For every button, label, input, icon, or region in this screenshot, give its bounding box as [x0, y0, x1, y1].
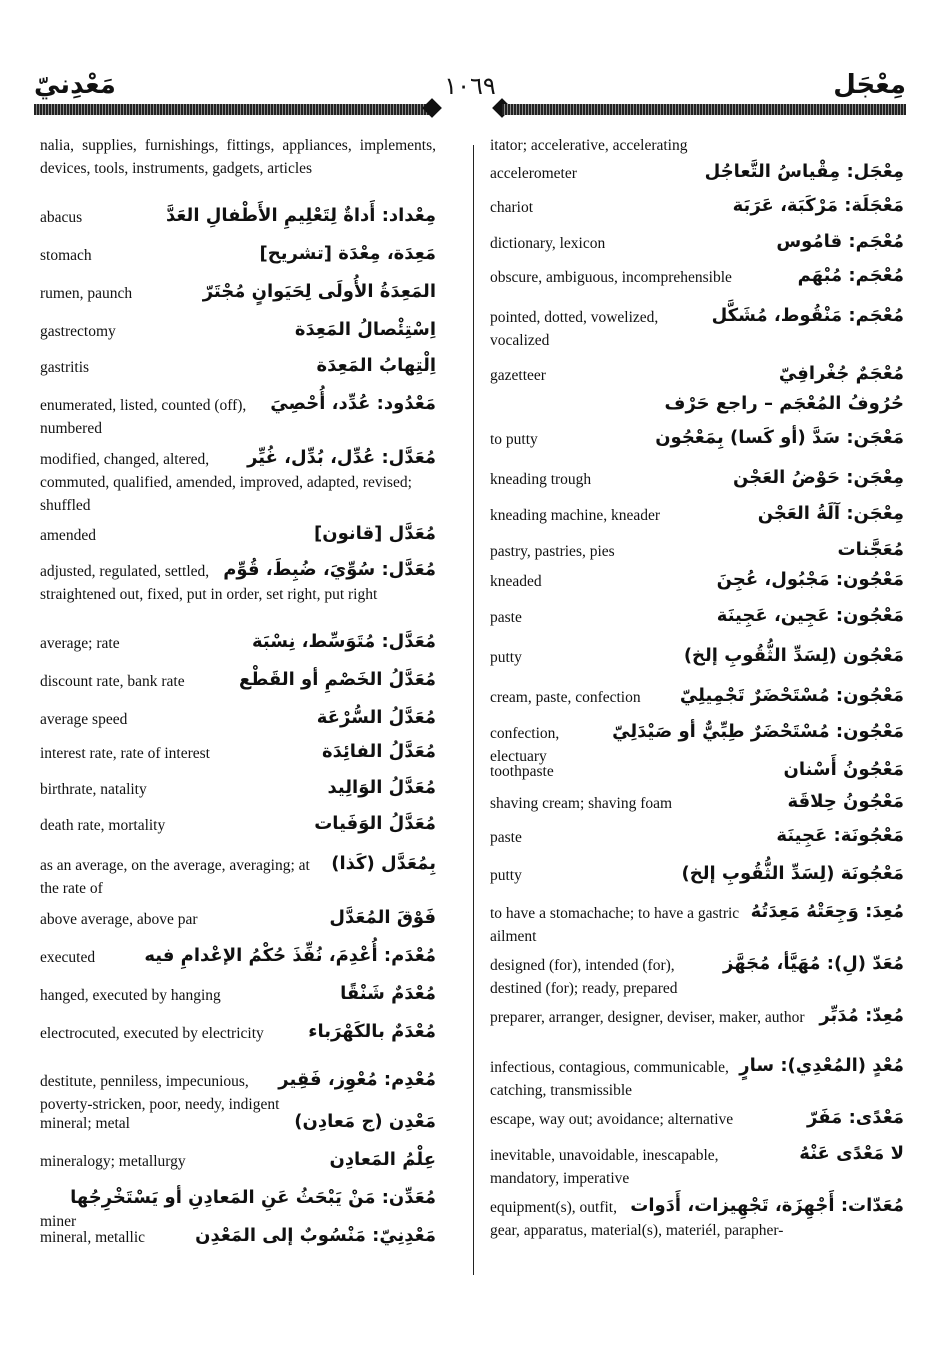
dictionary-entry	[40, 280, 436, 305]
arabic-headword: مُعْدَم: أُعْدِمَ، نُفِّذَ حُكْمُ الإعْدامِ فيه	[144, 945, 436, 966]
dictionary-entry	[490, 1194, 904, 1242]
dictionary-entry	[40, 354, 436, 379]
english-definition: escape, way out; avoidance; alternative	[490, 1106, 904, 1131]
arabic-headword: المَعِدَةُ الأُولَى لِحَيَوانٍ مُجْتَرّ	[202, 281, 436, 302]
arabic-headword: مُعْجَم: مَنْقُوط، مُشَكَّل	[711, 305, 904, 326]
english-definition: stomach	[40, 242, 436, 267]
arabic-headword: عِلْمُ المَعادِن	[329, 1149, 436, 1170]
arabic-headword: مُعَدَّلُ الخَصْمِ أو القَطْع	[239, 669, 436, 690]
english-definition: dictionary, lexicon	[490, 230, 904, 255]
dictionary-entry	[40, 776, 436, 801]
english-definition: designed (for), intended (for), destined (for); ready, prepared	[490, 952, 904, 1000]
arabic-headword: مِعْجَن: حَوْضُ العَجْن	[733, 467, 904, 488]
page-number: ١٠٦٩	[444, 72, 496, 100]
arabic-headword: مُعَدَّل: مُتَوَسِّط، نِسْبَة	[252, 631, 436, 652]
dictionary-entry	[490, 502, 904, 527]
arabic-headword: مُعَدَّل [قانون]	[314, 523, 436, 544]
dictionary-entry	[490, 1142, 904, 1190]
arabic-headword: مُعَدّ (لِ): مُهَيَّأ، مُجَهَّز	[723, 953, 904, 974]
arabic-headword: مُعَدّات: أَجْهِزَة، تَجْهِيزات، أَدَوات	[630, 1195, 904, 1216]
arabic-headword: مَعْجُونَة: عَجِينَة	[776, 825, 904, 846]
dictionary-entry	[40, 740, 436, 765]
english-definition: interest rate, rate of interest	[40, 740, 436, 765]
dictionary-entry	[490, 1106, 904, 1131]
dictionary-entry	[490, 1004, 904, 1029]
dictionary-entry	[40, 1224, 436, 1249]
guide-word-left: مَعْدِنيّ	[34, 70, 116, 100]
english-definition: mineral; metal	[40, 1110, 436, 1135]
english-definition: equipment(s), outfit, gear, apparatus, material(s), materiél, parapher-	[490, 1194, 904, 1242]
dictionary-entry	[40, 1110, 436, 1135]
dictionary-entry	[490, 538, 904, 563]
arabic-headword: مَعْجُونُ حِلاقَة	[787, 791, 904, 812]
continued-definition: itator; accelerative, accelerating	[490, 137, 688, 154]
arabic-headword: مُعِدّ: مُدَبِّر	[819, 1005, 904, 1026]
english-definition: shaving cream; shaving foam	[490, 790, 904, 815]
dictionary-entry	[40, 1148, 436, 1173]
dictionary-entry	[490, 230, 904, 255]
english-definition: putty	[490, 644, 904, 669]
guide-word-right: مِعْجَل	[833, 70, 906, 100]
left-column	[40, 134, 436, 1264]
english-definition: gazetteer	[490, 362, 904, 387]
arabic-headword: مَعْجُون: مُسْتَحْضَرٌ طِبِّيٌّ أو صَيْدَلِيّ	[612, 721, 904, 742]
arabic-headword: مُعَدَّل: عُدِّل، بُدِّل، غُيِّر	[247, 447, 436, 468]
dictionary-entry	[490, 194, 904, 219]
dictionary-entry	[40, 1020, 436, 1045]
arabic-headword: مَعْدِن (ج مَعادِن)	[294, 1111, 436, 1132]
english-definition: kneading machine, kneader	[490, 502, 904, 527]
english-definition: executed	[40, 944, 436, 969]
arabic-headword: مُعْدٍ (المُعْدِي): سارٍ	[739, 1055, 904, 1076]
dictionary-entry	[490, 790, 904, 815]
dictionary-entry	[490, 684, 904, 709]
dictionary-entry	[40, 392, 436, 440]
arabic-headword: مَعْدُود: عُدِّد، أُحْصِيَ	[270, 393, 436, 414]
arabic-headword: مَعِدَة، مِعْدَة [تشريح]	[259, 243, 436, 264]
dictionary-entry	[490, 304, 904, 352]
arabic-headword: مُعَدَّلُ السُّرْعَة	[316, 707, 436, 728]
arabic-headword: مُعَدَّلُ الوَفَيات	[314, 813, 436, 834]
arabic-headword: فَوْقَ المُعَدَّل	[329, 907, 436, 928]
english-definition: discount rate, bank rate	[40, 668, 436, 693]
dictionary-entry	[490, 952, 904, 1000]
english-definition: kneading trough	[490, 466, 904, 491]
dictionary-entry	[40, 318, 436, 343]
arabic-headword: مُعْدَمٌ بالكَهْرَباء	[308, 1021, 436, 1042]
arabic-headword: مُعَجَّنات	[837, 539, 904, 560]
english-definition: pastry, pastries, pies	[490, 538, 904, 563]
dictionary-entry	[490, 160, 904, 185]
arabic-headword: بِمُعَدَّل (كَذا)	[331, 853, 436, 874]
arabic-headword: مَعْجُون (لِسَدِّ الثُّقُوبِ إلخ)	[683, 645, 904, 666]
dictionary-entry	[490, 466, 904, 491]
dictionary-entry	[490, 392, 904, 416]
english-definition: above average, above par	[40, 906, 436, 931]
column-divider	[473, 145, 474, 1275]
english-definition: average speed	[40, 706, 436, 731]
english-definition: gastrectomy	[40, 318, 436, 343]
arabic-headword: مَعْدِنِيّ: مَنْسُوبٌ إلى المَعْدِن	[195, 1225, 436, 1246]
english-definition: rumen, paunch	[40, 280, 436, 305]
dictionary-entry	[40, 204, 436, 229]
arabic-headword: لا مَعْدًى عَنْهُ	[799, 1143, 904, 1164]
english-definition: average; rate	[40, 630, 436, 655]
english-definition: confection, electuary	[490, 720, 904, 768]
english-definition: abacus	[40, 204, 436, 229]
english-definition: electrocuted, executed by electricity	[40, 1020, 436, 1045]
dictionary-entry	[40, 706, 436, 731]
english-definition: toothpaste	[490, 758, 904, 783]
arabic-headword: مَعْدًى: مَفَرّ	[807, 1107, 904, 1128]
english-definition: mineralogy; metallurgy	[40, 1148, 436, 1173]
english-definition: death rate, mortality	[40, 812, 436, 837]
english-definition: chariot	[490, 194, 904, 219]
arabic-headword: مَعْجُون: عَجِين، عَجِينَة	[716, 605, 904, 626]
arabic-headword: مَعْجَلَة: مَرْكَبَة، عَرَبَة	[732, 195, 904, 216]
english-definition: amended	[40, 522, 436, 547]
arabic-headword: مُعَدِّن: مَنْ يَبْحَثُ عَنِ المَعادِنِ أو يَسْتَخْرِجُها	[70, 1187, 436, 1208]
dictionary-entry	[490, 644, 904, 669]
header-rule-right	[502, 104, 906, 115]
dictionary-entry	[490, 426, 904, 451]
dictionary-entry	[40, 446, 436, 517]
arabic-headword: مُعْدِم: مُعْوِز، فَقِير	[278, 1069, 436, 1090]
dictionary-entry	[40, 630, 436, 655]
english-definition: infectious, contagious, communicable, catching, transmissible	[490, 1054, 904, 1102]
arabic-headword: مَعْجُونُ أَسْنان	[783, 759, 904, 780]
arabic-headword: مُعْجَمٌ جُغْرافِيّ	[778, 363, 904, 384]
english-definition: to putty	[490, 426, 904, 451]
arabic-headword: مُعْجَم: مُبْهَم	[797, 265, 904, 286]
dictionary-entry	[40, 944, 436, 969]
arabic-headword: مِعْجَل: مِقْياسُ التَّعاجُل	[704, 161, 904, 182]
arabic-headword: مُعْدَمٌ شَنْقًا	[340, 983, 436, 1004]
header-rule-left	[34, 104, 432, 115]
english-definition: putty	[490, 862, 904, 887]
dictionary-entry	[490, 362, 904, 387]
dictionary-entry	[490, 264, 904, 289]
arabic-headword: مُعْجَم: قامُوس	[776, 231, 904, 252]
english-definition: destitute, penniless, impecunious, poverty-stricken, poor, needy, indigent	[40, 1068, 436, 1116]
english-definition: paste	[490, 604, 904, 629]
dictionary-entry	[40, 1068, 436, 1116]
dictionary-entry	[490, 758, 904, 783]
arabic-headword: مِعْجَن: آلَةُ العَجْن	[757, 503, 904, 524]
dictionary-entry	[40, 812, 436, 837]
dictionary-entry	[40, 558, 436, 606]
dictionary-entry	[40, 242, 436, 267]
dictionary-entry	[490, 1054, 904, 1102]
arabic-headword: مُعِدَ: وَجِعَتْهُ مَعِدَتُهُ	[750, 901, 904, 922]
english-definition: preparer, arranger, designer, deviser, maker, author	[490, 1004, 904, 1029]
english-definition: cream, paste, confection	[490, 684, 904, 709]
arabic-headword: اِلْتِهابُ المَعِدَة	[316, 355, 436, 376]
arabic-headword: مَعْجُونَة (لِسَدِّ الثُّقُوبِ إلخ)	[681, 863, 904, 884]
arabic-headword: اِسْتِئْصالُ المَعِدَة	[294, 319, 436, 340]
english-definition: accelerometer	[490, 160, 904, 185]
english-definition: modified, changed, altered, commuted, qualified, amended, improved, adapted, revised; shuffled	[40, 446, 436, 517]
english-definition: pointed, dotted, vowelized, vocalized	[490, 304, 904, 352]
dictionary-entry	[490, 824, 904, 849]
arabic-headword: مَعْجُون: مَجْبُول، عُجِنَ	[716, 569, 904, 590]
english-definition: inevitable, unavoidable, inescapable, mandatory, imperative	[490, 1142, 904, 1190]
english-definition: paste	[490, 824, 904, 849]
english-definition: as an average, on the average, averaging; at the rate of	[40, 852, 436, 900]
arabic-headword: مُعَدَّلُ الفائِدَة	[321, 741, 436, 762]
arabic-headword: مِعْداد: أَداةٌ لِتَعْلِيمِ الأَطْفالِ العَدَّ	[166, 205, 436, 226]
arabic-headword: مُعَدَّل: سُوِّيَ، ضُبِطَ، قُوِّم	[223, 559, 436, 580]
dictionary-entry	[40, 906, 436, 931]
arabic-headword: حُرُوفُ المُعْجَم – راجع حَرْف	[664, 393, 904, 414]
dictionary-entry	[40, 982, 436, 1007]
english-definition: adjusted, regulated, settled, straightened out, fixed, put in order, set right, put right	[40, 558, 436, 606]
arabic-headword: مُعَدَّلُ الوَالِيد	[327, 777, 436, 798]
english-definition: birthrate, natality	[40, 776, 436, 801]
english-definition: enumerated, listed, counted (off), numbered	[40, 392, 436, 440]
english-definition: miner	[40, 1186, 436, 1233]
english-definition: to have a stomachache; to have a gastric ailment	[490, 900, 904, 948]
english-definition: hanged, executed by hanging	[40, 982, 436, 1007]
english-definition: mineral, metallic	[40, 1224, 436, 1249]
dictionary-entry	[490, 568, 904, 593]
dictionary-entry	[490, 900, 904, 948]
dictionary-entry	[490, 604, 904, 629]
english-definition: kneaded	[490, 568, 904, 593]
dictionary-entry	[40, 668, 436, 693]
dictionary-entry	[490, 862, 904, 887]
right-column	[490, 134, 904, 1264]
arabic-headword: مَعْجُون: مُسْتَحْضَرٌ تَجْمِيلِيّ	[679, 685, 904, 706]
dictionary-entry	[40, 522, 436, 547]
english-definition: obscure, ambiguous, incomprehensible	[490, 264, 904, 289]
arabic-headword: مَعْجَن: سَدَّ (أو كَسا) بِمَعْجُون	[655, 427, 904, 448]
dictionary-entry	[40, 852, 436, 900]
continued-definition: nalia, supplies, furnishings, fittings, appliances, implements, devices, tools, instruments, gadgets, articles	[40, 137, 436, 177]
english-definition: gastritis	[40, 354, 436, 379]
